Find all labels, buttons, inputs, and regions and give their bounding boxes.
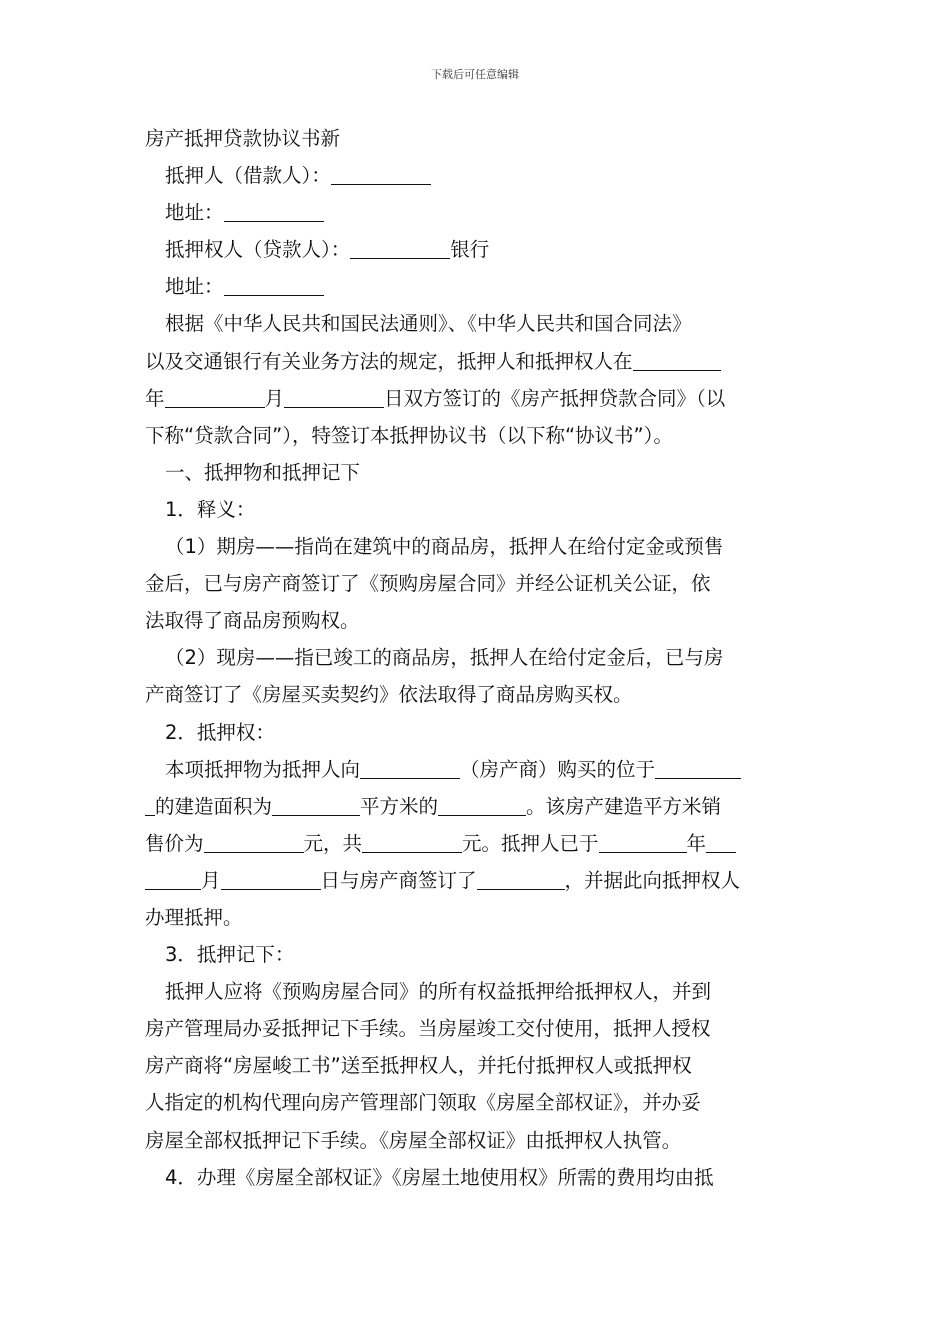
- definition-1-line-3: 法取得了商品房预购权。: [145, 609, 360, 633]
- para-2-text-2a: 的建造面积为: [155, 794, 273, 818]
- signed-month-blank-cont[interactable]: [145, 869, 201, 890]
- section-1-title: 一、抵押物和抵押记下: [165, 460, 361, 484]
- mortgagor-address-line: [145, 194, 807, 231]
- intro-line-1: 根据《中华人民共和国民法通则》、《中华人民共和国合同法》: [165, 312, 692, 336]
- location-blank-cont[interactable]: [145, 795, 155, 816]
- para-2-text-3d: 年: [686, 831, 707, 855]
- location-blank[interactable]: [655, 758, 741, 779]
- mortgagee-line: [145, 231, 807, 268]
- mortgagee-address-line: [145, 268, 807, 305]
- para-2-text-1a: 本项抵押物为抵押人向: [165, 757, 361, 781]
- para-2-text-4b: 日与房产商签订了: [320, 868, 477, 892]
- para-2-text-3a: 售价为: [145, 831, 204, 855]
- para-2-text-4a: 月: [201, 868, 221, 892]
- header-note: 下载后可任意编辑: [431, 68, 519, 81]
- para-3-line-4: 人指定的机构代理向房产管理部门领取《房屋全部权证》，并办妥: [145, 1091, 701, 1115]
- property-blank[interactable]: [438, 795, 526, 816]
- definition-1-line-1: （1）期房——指尚在建筑中的商品房，抵押人在给付定金或预售: [165, 535, 724, 559]
- mortgagor-address-blank[interactable]: [224, 202, 324, 223]
- para-2-text-4c: ，并据此向抵押权人: [564, 868, 741, 892]
- para-3-line-5: 房屋全部权抵押记下手续。《房屋全部权证》由抵押权人执管。: [145, 1128, 682, 1152]
- para-2-line-5: 办理抵押。: [145, 905, 243, 929]
- area-blank[interactable]: [272, 795, 360, 816]
- unit-price-blank[interactable]: [204, 832, 304, 853]
- para-2-text-1b: （房产商）购买的位于: [460, 757, 656, 781]
- developer-blank[interactable]: [360, 758, 460, 779]
- document-body: [145, 120, 807, 1196]
- para-2-text-3c: 元。抵押人已于: [462, 831, 599, 855]
- intro-month-label: 月: [264, 386, 285, 410]
- contract-name-blank[interactable]: [477, 869, 565, 890]
- para-3-line-2: 房产管理局办妥抵押记下手续。当房屋竣工交付使用，抵押人授权: [145, 1017, 711, 1041]
- bank-suffix: 银行: [450, 238, 490, 262]
- mortgagee-blank[interactable]: [350, 239, 450, 260]
- signed-month-blank[interactable]: [706, 832, 736, 853]
- mortgagee-address-label: 地址：: [165, 275, 224, 299]
- para-3-line-1: 抵押人应将《预购房屋合同》的所有权益抵押给抵押权人，并到: [165, 980, 712, 1004]
- para-2-text-2b: 平方米的: [360, 794, 439, 818]
- mortgagor-address-label: 地址：: [165, 201, 224, 225]
- intro-text-3c: 日双方签订的《房产抵押贷款合同》（以: [384, 386, 726, 410]
- definition-1-line-2: 金后，已与房产商签订了《预购房屋合同》并经公证机关公证，依: [145, 572, 711, 596]
- document-title: 房产抵押贷款协议书新: [145, 127, 341, 150]
- item-2-title: 2．抵押权：: [165, 720, 275, 744]
- para-2-line-2: [145, 788, 807, 825]
- signed-year-blank[interactable]: [599, 832, 687, 853]
- mortgagee-address-blank[interactable]: [224, 276, 324, 297]
- signed-day-blank[interactable]: [221, 869, 321, 890]
- intro-text-2a: 以及交通银行有关业务方法的规定，抵押人和抵押权人在: [145, 349, 633, 373]
- para-2-line-4: [145, 862, 807, 899]
- intro-year-label: 年: [145, 386, 165, 410]
- intro-line-4: 下称“贷款合同”），特签订本抵押协议书（以下称“协议书”）。: [145, 423, 673, 447]
- mortgagee-label: 抵押权人（贷款人）：: [165, 238, 351, 262]
- intro-day-blank[interactable]: [284, 387, 384, 408]
- para-2-text-2c: 。该房产建造平方米销: [526, 794, 722, 818]
- item-3-title: 3．抵押记下：: [165, 943, 295, 967]
- item-1-title: 1．释义：: [165, 497, 256, 521]
- intro-line-2: [145, 343, 807, 380]
- definition-2-line-1: （2）现房——指已竣工的商品房，抵押人在给付定金后，已与房: [165, 646, 724, 670]
- mortgagor-label: 抵押人（借款人）：: [165, 164, 331, 188]
- intro-year-blank[interactable]: [633, 350, 721, 371]
- intro-line-3: [145, 380, 807, 417]
- para-2-line-1: [145, 751, 807, 788]
- definition-2-line-2: 产商签订了《房屋买卖契约》依法取得了商品房购买权。: [145, 683, 633, 707]
- para-2-text-3b: 元，共: [303, 831, 363, 855]
- item-4-line-1: 4．办理《房屋全部权证》《房屋土地使用权》所需的费用均由抵: [165, 1165, 714, 1189]
- total-price-blank[interactable]: [362, 832, 462, 853]
- para-2-line-3: [145, 825, 807, 862]
- mortgagor-line: [145, 157, 807, 194]
- para-3-line-3: 房产商将“房屋峻工书”送至抵押权人，并托付抵押权人或抵押权: [145, 1054, 692, 1078]
- intro-month-blank[interactable]: [165, 387, 265, 408]
- mortgagor-blank[interactable]: [331, 165, 431, 186]
